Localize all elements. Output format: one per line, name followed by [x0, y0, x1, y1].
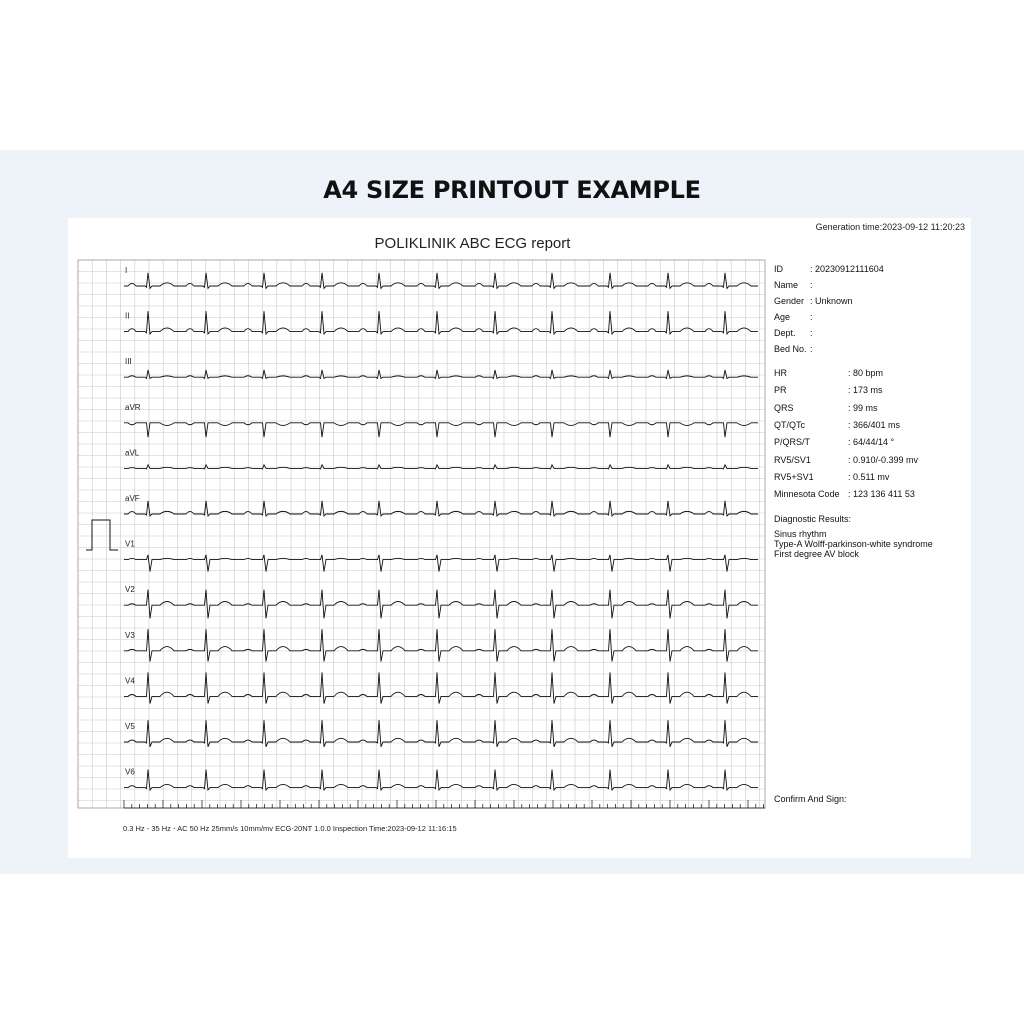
lead-trace — [124, 501, 758, 516]
measurement-label: P/QRS/T — [774, 437, 811, 448]
measurement-value: : 173 ms — [848, 385, 883, 396]
measurement-row — [774, 385, 883, 395]
lead-label: V2 — [125, 585, 135, 595]
lead-trace — [124, 423, 758, 437]
ecg-report-sheet — [68, 218, 971, 858]
patient-row — [774, 296, 853, 306]
measurement-row — [774, 472, 889, 482]
measurement-value: : 0.910/-0.399 mv — [848, 454, 919, 465]
diagnostic-item: Sinus rhythm — [774, 529, 827, 539]
lead-trace — [124, 370, 758, 378]
patient-row — [774, 264, 884, 274]
patient-row — [774, 312, 813, 322]
generation-time: Generation time:2023-09-12 11:20:23 — [815, 222, 965, 232]
measurement-value: : 99 ms — [848, 402, 878, 413]
patient-value: : — [810, 328, 813, 338]
patient-value: : — [810, 344, 813, 354]
lead-label: V4 — [125, 676, 135, 686]
measurement-label: RV5+SV1 — [774, 471, 814, 482]
measurement-label: QT/QTc — [774, 419, 805, 430]
measurement-row — [774, 455, 918, 465]
diagnostic-item: First degree AV block — [774, 549, 859, 559]
report-title-text: POLIKLINIK ABC ECG report — [374, 235, 571, 252]
patient-value: : 20230912111604 — [810, 264, 884, 274]
page-headline: A4 SIZE PRINTOUT EXAMPLE — [323, 176, 701, 204]
patient-value: : Unknown — [810, 296, 853, 306]
lead-label: II — [125, 311, 130, 321]
lead-label: V1 — [125, 539, 135, 549]
lead-trace — [124, 590, 758, 619]
lead-label: aVL — [125, 448, 140, 458]
patient-value: : — [810, 280, 813, 290]
measurement-label: PR — [774, 385, 787, 396]
patient-label: Gender — [774, 296, 805, 306]
measurement-label: RV5/SV1 — [774, 454, 811, 465]
ecg-grid-frame — [78, 260, 765, 808]
lead-trace — [124, 555, 758, 572]
measurement-value: : 80 bpm — [848, 368, 884, 378]
lead-trace — [124, 672, 758, 703]
patient-label: Bed No. — [774, 344, 807, 354]
diagnostic-results — [774, 529, 933, 559]
ecg-grid — [78, 260, 765, 808]
measurement-value: : 0.511 mv — [848, 471, 890, 482]
patient-label: Age — [774, 312, 791, 322]
measurement-row — [774, 437, 894, 447]
patient-label: ID — [774, 264, 783, 274]
patient-row — [774, 344, 813, 354]
measurement-label: QRS — [774, 402, 794, 413]
patient-row — [774, 328, 813, 338]
patient-row — [774, 280, 813, 290]
acquisition-settings-footer: 0.3 Hz - 35 Hz - AC 50 Hz 25mm/s 10mm/mv ECG-20NT 1.0.0 Inspection Time:2023-09-12 11:16:15 — [123, 824, 457, 833]
confirm-sign-label: Confirm And Sign: — [774, 794, 847, 804]
lead-trace — [124, 629, 758, 661]
measurement-label: Minnesota Code — [774, 489, 840, 500]
lead-trace — [124, 767, 758, 790]
diagnostic-heading: Diagnostic Results: — [774, 514, 852, 524]
measurement-row — [774, 368, 883, 378]
lead-trace — [124, 311, 758, 334]
patient-label: Name — [774, 280, 799, 290]
lead-label: aVR — [125, 402, 141, 412]
measurement-row — [774, 420, 900, 430]
measurement-value: : 123 136 411 53 — [848, 489, 915, 500]
measurement-row — [774, 403, 878, 413]
lead-label: aVF — [125, 494, 140, 503]
lead-label: III — [125, 357, 132, 367]
lead-label: V3 — [125, 630, 135, 640]
patient-value: : — [810, 312, 813, 322]
lead-trace — [124, 273, 758, 289]
patient-label: Dept. — [774, 328, 796, 338]
measurement-value: : 64/44/14 ° — [848, 437, 895, 448]
lead-label: V5 — [125, 722, 135, 731]
lead-label: I — [125, 266, 128, 275]
diagnostic-item: Type-A Wolff-parkinson-white syndrome — [774, 539, 933, 549]
measurement-value: : 366/401 ms — [848, 419, 901, 430]
lead-label: V6 — [125, 767, 135, 777]
measurement-label: HR — [774, 368, 787, 378]
measurement-row — [774, 489, 915, 499]
